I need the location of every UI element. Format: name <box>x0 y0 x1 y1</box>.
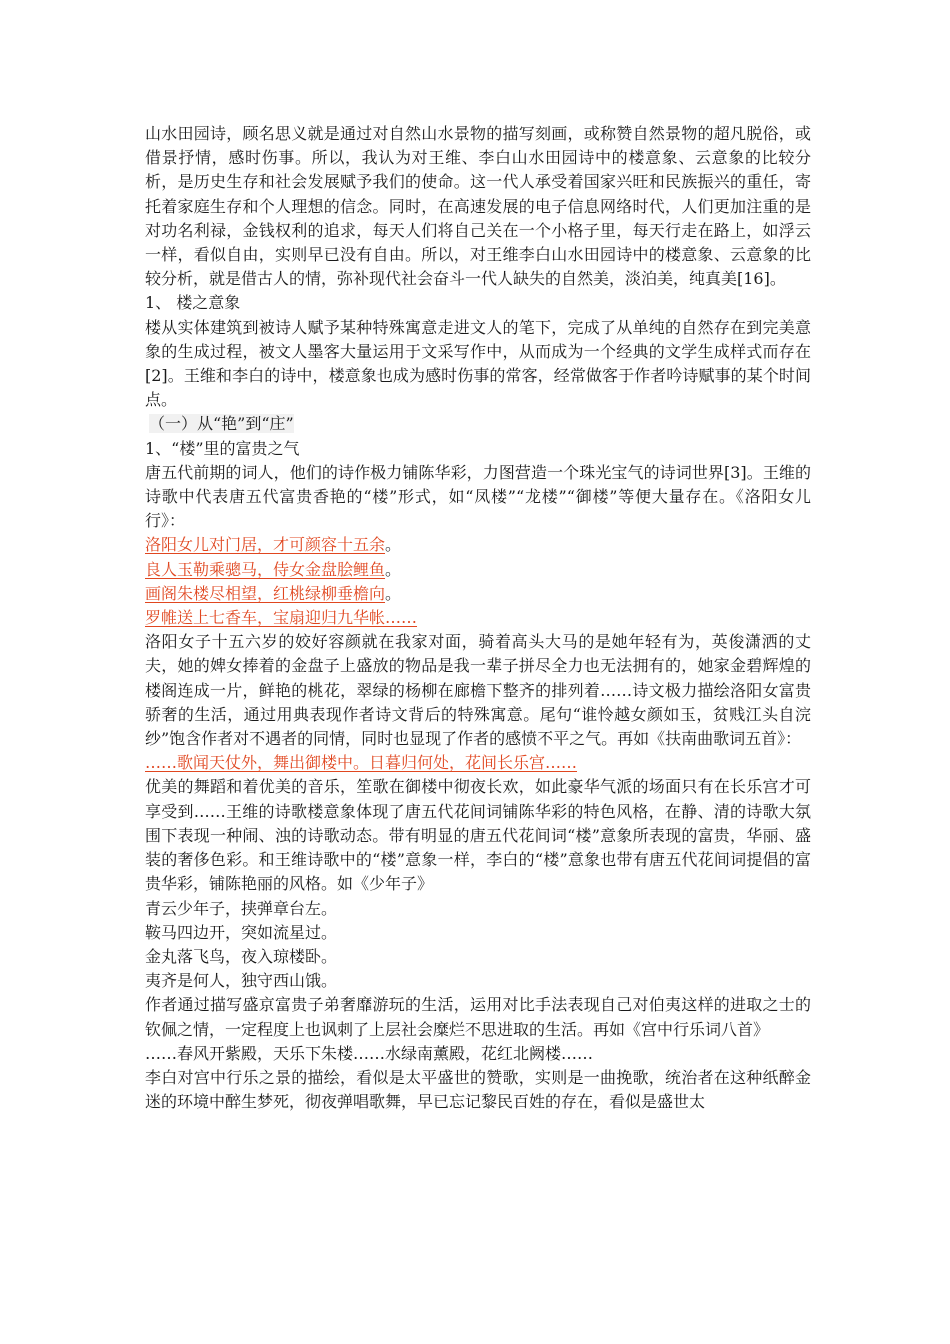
poem-line <box>145 606 811 630</box>
poem-gongzhong: ……春风开紫殿，天乐下朱楼……水绿南薰殿，花红北阙楼…… <box>145 1043 594 1063</box>
section-heading-lou: 1、 楼之意象 <box>145 293 241 313</box>
poem-line <box>145 558 811 582</box>
poem-line <box>145 582 811 606</box>
poem-fu-nan <box>145 751 811 775</box>
poem-line: 鞍马四边开，突如流星过。 <box>145 922 338 942</box>
poem-punct: 。 <box>385 559 402 579</box>
poem-line <box>145 533 811 557</box>
luoyang-commentary-paragraph: 洛阳女子十五六岁的姣好容颜就在我家对面，骑着高头大马的是她年轻有为，英俊潇洒的丈夫，她的婢女捧着的金盘子上盛放的物品是我一辈子拼尽全力也无法拥有的，她家金碧辉煌的楼阁连成一片，鲜艳的桃花，翠绿的杨柳在廊檐下整齐的排列着……诗文极力描绘洛阳女富贵骄奢的生活，通过用典表现作者诗文背后的特殊寓意。尾句“谁怜越女颜如玉，贫贱江头自浣纱”饱含作者对不遇者的同情，同时也显现了作者的感愤不平之气。再如《扶南曲歌词五首》： <box>145 632 811 749</box>
intro-paragraph: 山水田园诗，顾名思义就是通过对自然山水景物的描写刻画，或称赞自然景物的超凡脱俗，或借景抒情，感时伤事。所以，我认为对王维、李白山水田园诗中的楼意象、云意象的比较分析，是历史生存和社会发展赋予我们的使命。这一代人承受着国家兴旺和民族振兴的重任，寄托着家庭生存和个人理想的信念。同时，在高速发展的电子信息网络时代，人们更加注重的是对功名利禄，金钱权利的追求，每天人们将自己关在一个小格子里，每天行走在路上，如浮云一样，看似自由，实则早已没有自由。所以，对王维李白山水田园诗中的楼意象、云意象的比较分析，就是借古人的情，弥补现代社会奋斗一代人缺失的自然美，淡泊美，纯真美[16]。 <box>145 124 811 289</box>
subsection-heading <box>145 412 811 436</box>
poem-line: 金丸落飞鸟，夜入琼楼卧。 <box>145 946 338 966</box>
poem-punct: 。 <box>385 583 402 603</box>
poem-punct: 。 <box>385 535 402 555</box>
lou-intro-paragraph: 楼从实体建筑到被诗人赋予某种特殊寓意走进文人的笔下，完成了从单纯的自然存在到完美意象的生成过程，被文人墨客大量运用于文采写作中，从而成为一个经典的文学生成样式而存在[2]。王维和李白的诗中，楼意象也成为感时伤事的常客，经常做客于作者吟诗赋事的某个时间点。 <box>145 317 811 410</box>
poem-fu-nan-text: ……歌闻天仗外，舞出御楼中。日暮归何处，花间长乐宫…… <box>145 753 578 773</box>
subsection-heading-text: （一）从“艳”到“庄” <box>149 414 294 434</box>
poem-line: 青云少年子，挟弹章台左。 <box>145 898 338 918</box>
libai-commentary-paragraph: 李白对宫中行乐之景的描绘，看似是太平盛世的赞歌，实则是一曲挽歌，统治者在这种纸醉金迷的环境中醉生梦死，彻夜弹唱歌舞，早已忘记黎民百姓的存在，看似是盛世太 <box>145 1067 811 1112</box>
poem-line-text: 画阁朱楼尽相望，红桃绿柳垂檐向 <box>145 583 386 603</box>
poem-line-text: 洛阳女儿对门居，才可颜容十五余 <box>145 535 386 555</box>
dance-commentary-paragraph: 优美的舞蹈和着优美的音乐，笙歌在御楼中彻夜长欢，如此豪华气派的场面只有在长乐宫才可享受到……王维的诗歌楼意象体现了唐五代花间词铺陈华彩的特色风格，在静、清的诗歌大氛围下表现一种闹、浊的诗歌动态。带有明显的唐五代花间词“楼”意象所表现的富贵，华丽、盛装的奢侈色彩。和王维诗歌中的“楼”意象一样，李白的“楼”意象也带有唐五代花间词提倡的富贵华彩，铺陈艳丽的风格。如《少年子》 <box>145 777 811 894</box>
sub-heading-fugui: 1、“楼”里的富贵之气 <box>145 438 300 458</box>
poem-line-text: 良人玉勒乘骢马，侍女金盘脍鲤鱼 <box>145 559 386 579</box>
poem-line-text: 罗帷送上七香车，宝扇迎归九华帐…… <box>145 608 418 628</box>
document-page <box>145 122 811 1114</box>
poem-line: 夷齐是何人，独守西山饿。 <box>145 971 338 991</box>
tang-wudai-paragraph: 唐五代前期的词人，他们的诗作极力铺陈华彩，力图营造一个珠光宝气的诗词世界[3]。王维的诗歌中代表唐五代富贵香艳的“楼”形式，如“凤楼”“龙楼”“御楼”等便大量存在。《洛阳女儿行》： <box>145 462 811 531</box>
shaonian-commentary-paragraph: 作者通过描写盛京富贵子弟奢靡游玩的生活，运用对比手法表现自己对伯夷这样的进取之士的钦佩之情，一定程度上也讽刺了上层社会糜烂不思进取的生活。再如《宫中行乐词八首》 <box>145 995 811 1039</box>
